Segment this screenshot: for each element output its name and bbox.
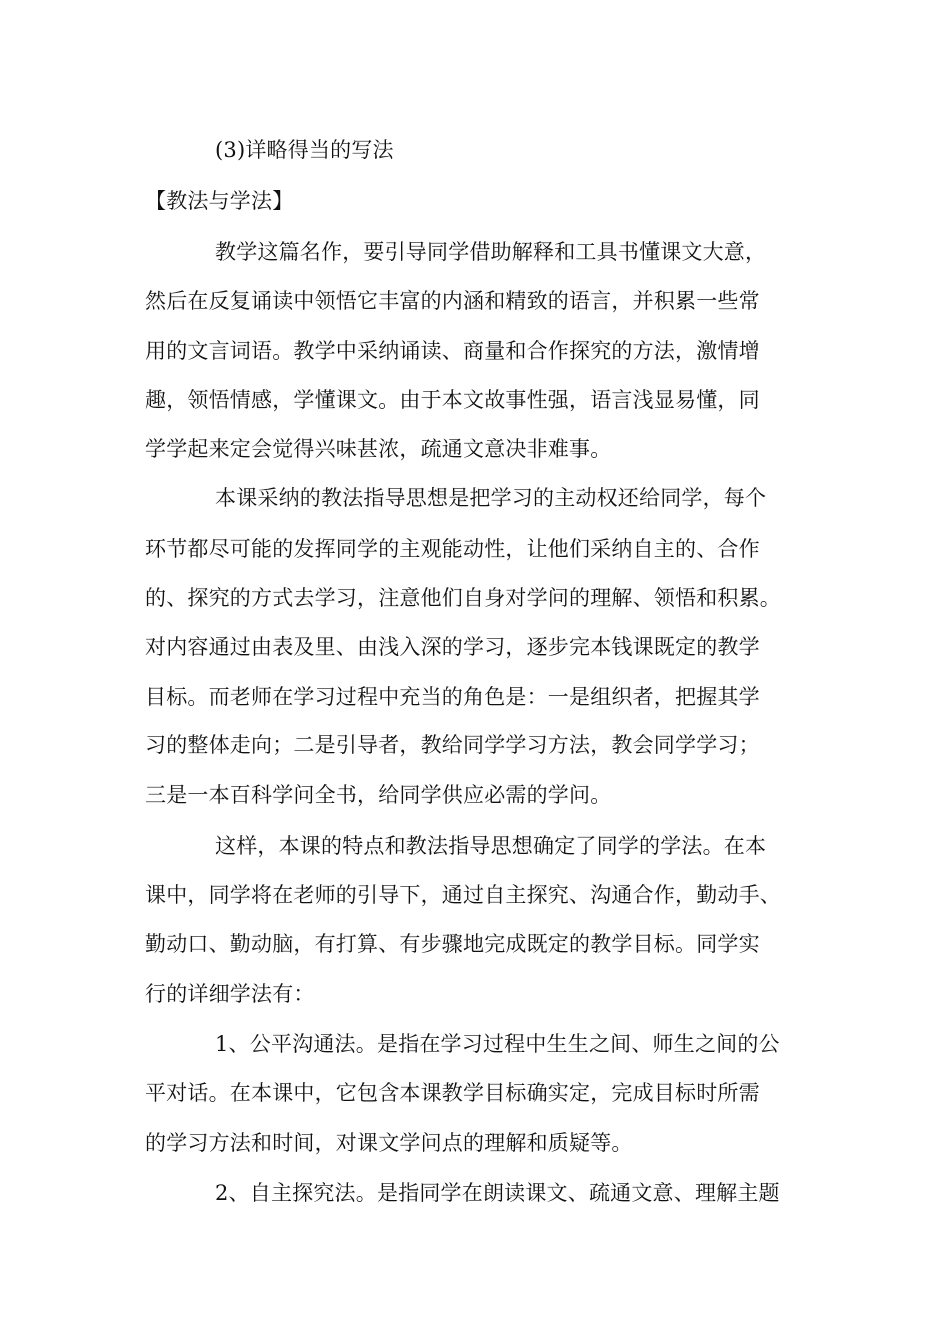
paragraph-line: 的、探究的方式去学习，注意他们自身对学问的理解、领悟和积累。 — [145, 586, 781, 610]
paragraph-line: 这样，本课的特点和教法指导思想确定了同学的学法。在本 — [215, 834, 767, 858]
paragraph-line: 学学起来定会觉得兴味甚浓，疏通文意决非难事。 — [145, 437, 612, 461]
paragraph-line: 习的整体走向；二是引导者，教给同学学习方法，教会同学学习； — [145, 733, 760, 757]
paragraph-line: 对内容通过由表及里、由浅入深的学习，逐步完本钱课既定的教学 — [145, 635, 760, 659]
paragraph-line: 用的文言词语。教学中采纳诵读、商量和合作探究的方法，激情增 — [145, 339, 760, 363]
paragraph-line: 平对话。在本课中，它包含本课教学目标确实定，完成目标时所需 — [145, 1081, 760, 1105]
paragraph-line: 环节都尽可能的发挥同学的主观能动性，让他们采纳自主的、合作 — [145, 537, 760, 561]
paragraph-line: 本课采纳的教法指导思想是把学习的主动权还给同学，每个 — [215, 486, 767, 510]
paragraph-line: 勤动口、勤动脑，有打算、有步骤地完成既定的教学目标。同学实 — [145, 932, 760, 956]
subheading-writing-method: (3)详略得当的写法 — [215, 138, 394, 162]
paragraph-line: 行的详细学法有： — [145, 982, 315, 1006]
paragraph-line: 趣，领悟情感，学懂课文。由于本文故事性强，语言浅显易懂，同 — [145, 388, 760, 412]
paragraph-line: 三是一本百科学问全书，给同学供应必需的学问。 — [145, 783, 612, 807]
list-item-line: 2、自主探究法。是指同学在朗读课文、疏通文意、理解主题 — [215, 1181, 780, 1205]
paragraph-line: 然后在反复诵读中领悟它丰富的内涵和精致的语言，并积累一些常 — [145, 289, 760, 313]
paragraph-line: 目标。而老师在学习过程中充当的角色是：一是组织者，把握其学 — [145, 685, 760, 709]
paragraph-line: 课中，同学将在老师的引导下，通过自主探究、沟通合作，勤动手、 — [145, 883, 781, 907]
section-heading-teaching-learning-methods: 【教法与学法】 — [145, 189, 294, 213]
paragraph-line: 教学这篇名作，要引导同学借助解释和工具书懂课文大意， — [215, 240, 767, 264]
paragraph-line: 的学习方法和时间，对课文学问点的理解和质疑等。 — [145, 1131, 633, 1155]
list-item-line: 1、公平沟通法。是指在学习过程中生生之间、师生之间的公 — [215, 1032, 780, 1056]
